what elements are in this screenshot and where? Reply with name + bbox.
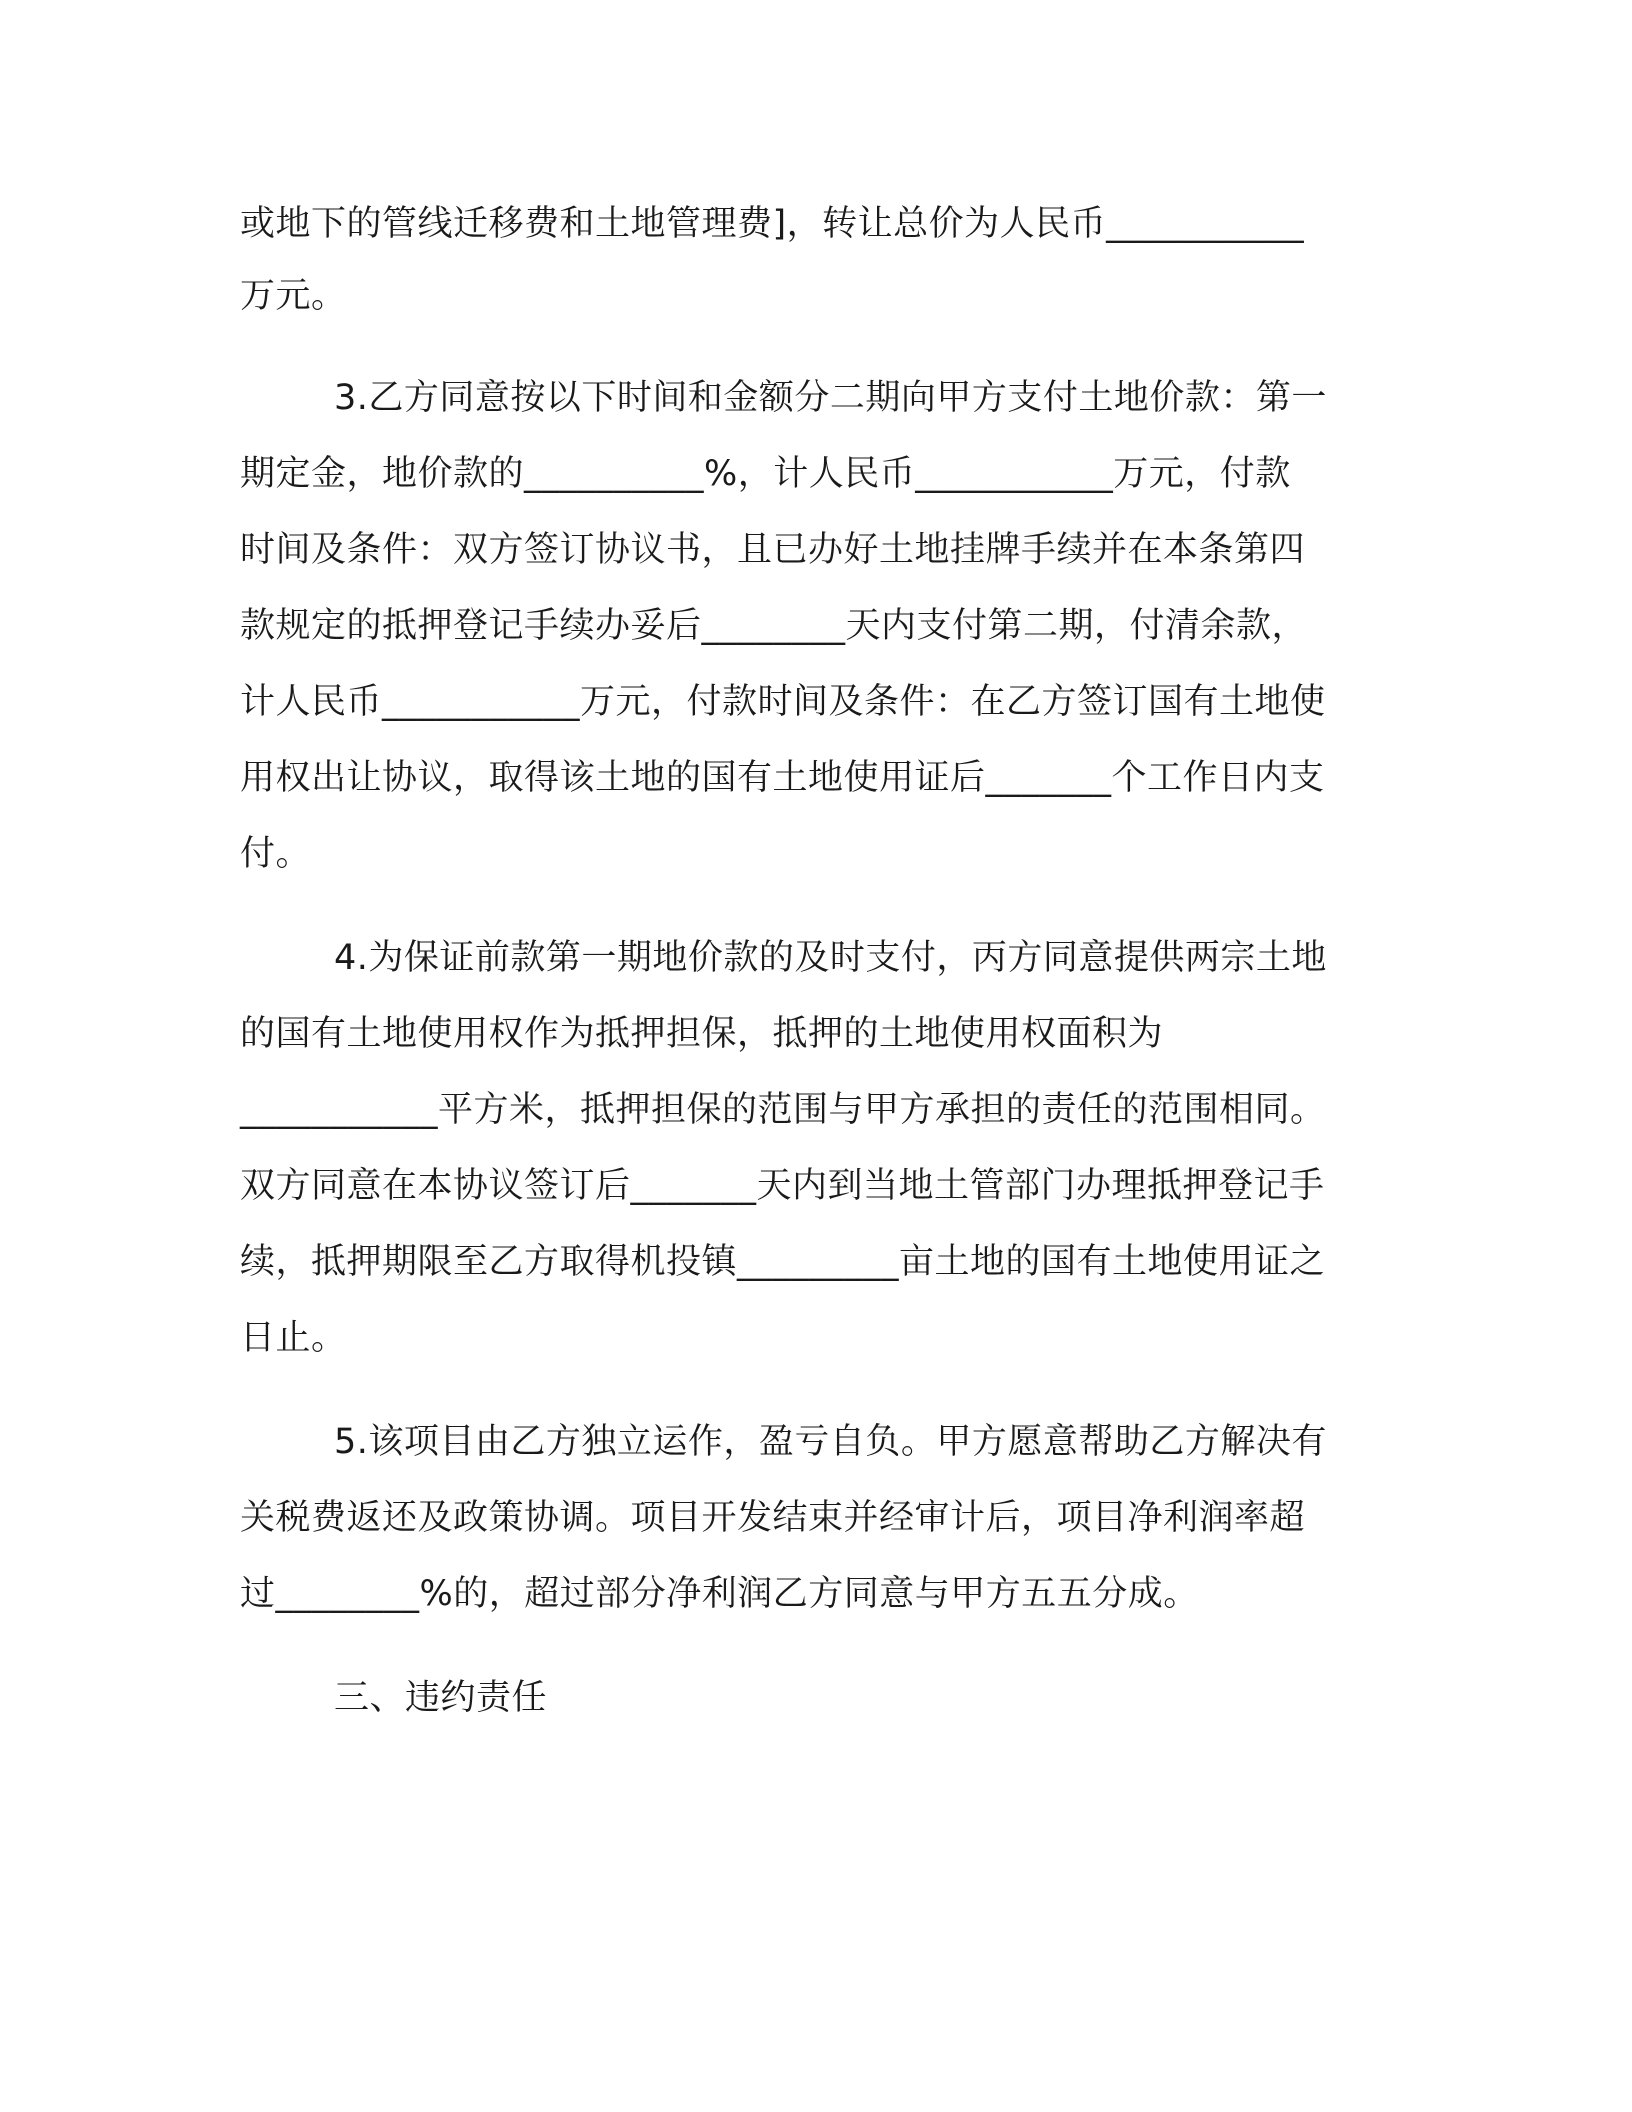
text-line: 过________%的，超过部分净利润乙方同意与甲方五五分成。 [240,1574,1199,1614]
text-line: 关税费返还及政策协调。项目开发结束并经审计后，项目净利润率超 [240,1498,1306,1538]
text-line: 付。 [240,834,312,874]
text-line: 3.乙方同意按以下时间和金额分二期向甲方支付土地价款：第一 [334,378,1327,418]
text-line: 用权出让协议，取得该土地的国有土地使用证后_______个工作日内支 [240,758,1325,798]
text-line: 或地下的管线迁移费和土地管理费]，转让总价为人民币___________ [240,204,1305,244]
section-heading: 三、违约责任 [334,1678,548,1718]
text-line: 计人民币___________万元，付款时间及条件：在乙方签订国有土地使 [240,682,1326,722]
text-line: 万元。 [240,276,347,316]
text-line: 的国有土地使用权作为抵押担保，抵押的土地使用权面积为 [240,1014,1164,1054]
text-line: 期定金，地价款的__________%，计人民币___________万元，付款 [240,454,1291,494]
text-line: 款规定的抵押登记手续办妥后________天内支付第二期，付清余款， [240,606,1308,646]
text-line: 双方同意在本协议签订后_______天内到当地土管部门办理抵押登记手 [240,1166,1325,1206]
text-line: 续，抵押期限至乙方取得机投镇_________亩土地的国有土地使用证之 [240,1242,1326,1282]
text-line: 5.该项目由乙方独立运作，盈亏自负。甲方愿意帮助乙方解决有 [334,1422,1327,1462]
text-line: 4.为保证前款第一期地价款的及时支付，丙方同意提供两宗土地 [334,938,1327,978]
text-line: 时间及条件：双方签订协议书，且已办好土地挂牌手续并在本条第四 [240,530,1306,570]
text-line: 日止。 [240,1318,347,1358]
text-line: ___________平方米，抵押担保的范围与甲方承担的责任的范围相同。 [240,1090,1326,1130]
